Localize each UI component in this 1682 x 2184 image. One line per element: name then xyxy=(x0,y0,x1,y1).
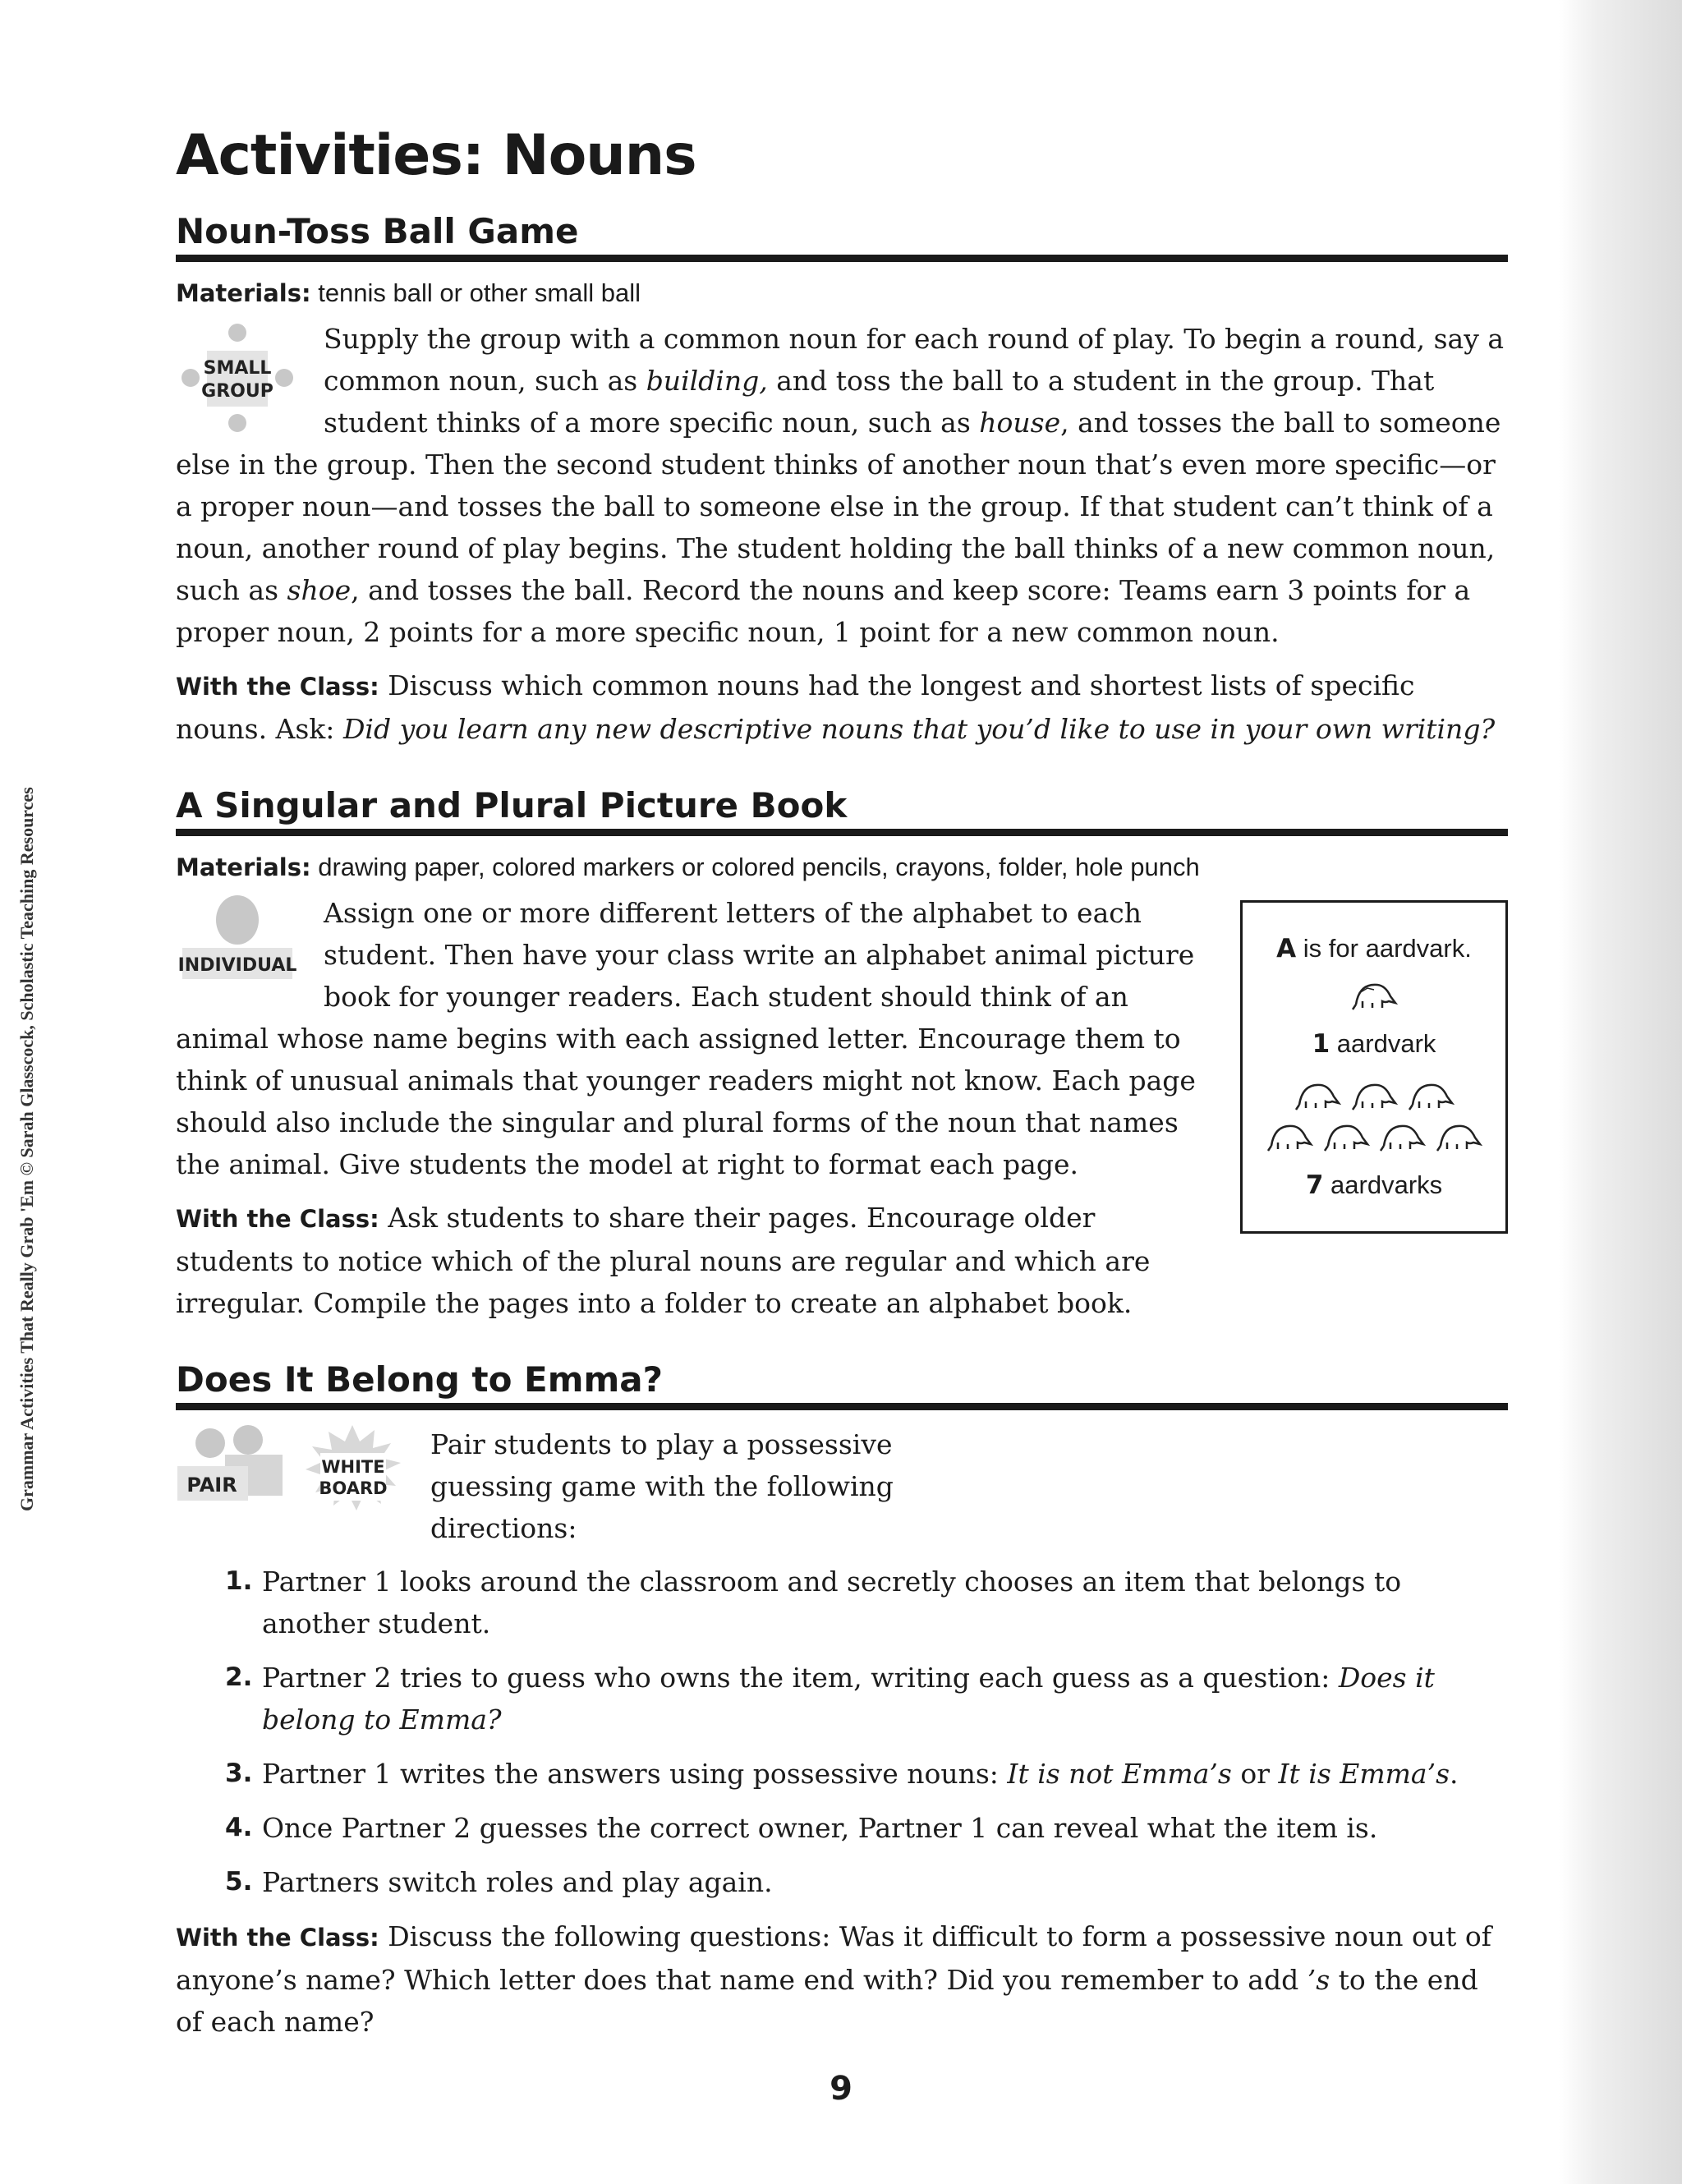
aardvark-icon xyxy=(1349,973,1399,1014)
aardvark-icon xyxy=(1377,1115,1427,1156)
materials xyxy=(176,275,1508,311)
with-the-class: With the Class: Discuss the following questions: Was it difficult to form a possessive noun out of anyone’s name? Which letter does that name end with? Did you remember to add ’s to the end of each name? xyxy=(176,1920,1491,2038)
list-item: 5. Partners switch roles and play again. xyxy=(225,1866,773,1898)
intro-paragraph: Pair students to play a possessive guessing game with the following directions: xyxy=(430,1428,894,1544)
pair-icon xyxy=(176,1423,291,1506)
aardvark-icon xyxy=(1321,1115,1371,1156)
pair-label: PAIR xyxy=(186,1474,237,1497)
whiteboard-icon xyxy=(299,1423,414,1514)
paragraph: Supply the group with a common noun for each round of play. To begin a round, say a common noun, such as building, and toss the ball to a student in the group. That student thinks of a more specific noun, such as house, and tosses the ball to someone else in the group. Then the second student thinks of another noun that’s even more specific—or a proper noun—and tosses the ball to someone else in the group. If that student can’t think of a noun, another round of play begins. The student holding the ball thinks of a new common noun, such as shoe, and tosses the ball. Record the nouns and keep score: Teams earn 3 points for a proper noun, 2 points for a more specific noun, 1 point for a new common noun. xyxy=(176,323,1505,648)
side-credit: Grammar Activities That Really Grab 'Em © Sarah Glasscock, Scholastic Teaching Resources xyxy=(16,787,37,1511)
small-group-icon xyxy=(176,318,307,441)
example-page xyxy=(1240,900,1508,1234)
whiteboard-label-2: BOARD xyxy=(319,1478,388,1498)
materials-label: Materials: xyxy=(176,279,311,307)
page-edge-shadow xyxy=(1559,0,1682,2184)
steps-list xyxy=(176,1561,1508,1903)
materials xyxy=(176,849,1508,885)
list-item: 3. Partner 1 writes the answers using possessive nouns: It is not Emma’s or It is Emma’s. xyxy=(225,1758,1459,1790)
aardvark-icon xyxy=(1265,1115,1314,1156)
page-number: 9 xyxy=(830,2070,852,2108)
materials-label: Materials: xyxy=(176,853,311,881)
aardvark-icon xyxy=(1406,1074,1455,1115)
list-item: 2. Partner 2 tries to guess who owns the item, writing each guess as a question: Does it belong to Emma? xyxy=(225,1662,1435,1736)
small-group-label-1: SMALL xyxy=(203,358,272,379)
example-plural: 7 aardvarks xyxy=(1305,1170,1443,1200)
materials-text: drawing paper, colored markers or colored pencils, crayons, folder, hole punch xyxy=(318,853,1200,881)
with-the-class: With the Class: Ask students to share their pages. Encourage older students to notice which of the plural nouns are regular and which are irregular. Compile the pages into a folder to create an alphabet book. xyxy=(176,1202,1151,1319)
section-heading: A Singular and Plural Picture Book xyxy=(176,783,1508,836)
content xyxy=(176,123,1508,2043)
section-heading: Noun-Toss Ball Game xyxy=(176,209,1508,262)
section-belong-to-emma xyxy=(176,1357,1508,2043)
whiteboard-label-1: WHITE xyxy=(321,1457,385,1477)
aardvark-icon xyxy=(1349,1074,1399,1115)
paragraph: Assign one or more different letters of the alphabet to each student. Then have your class write an alphabet animal picture book for younger readers. Each student should think of an animal whose name begins with each assigned letter. Encourage them to think of unusual animals that younger readers might not know. Each page should also include the singular and plural forms of the noun that names the animal. Give students the model at right to format each page. xyxy=(176,897,1196,1180)
section-heading: Does It Belong to Emma? xyxy=(176,1357,1508,1410)
example-singular: 1 aardvark xyxy=(1312,1029,1436,1059)
example-title: A is for aardvark. xyxy=(1276,934,1472,963)
list-item: 1. Partner 1 looks around the classroom and secretly chooses an item that belongs to another student. xyxy=(225,1566,1402,1639)
aardvark-group xyxy=(1243,1074,1505,1156)
aardvark-icon xyxy=(1434,1115,1483,1156)
individual-icon xyxy=(176,892,307,982)
page-title: Activities: Nouns xyxy=(176,123,696,188)
with-the-class: With the Class: Discuss which common nouns had the longest and shortest lists of specific nouns. Ask: Did you learn any new descriptive nouns that you’d like to use in your own writing? xyxy=(176,669,1496,745)
individual-label: INDIVIDUAL xyxy=(177,955,297,976)
list-item: 4. Once Partner 2 guesses the correct owner, Partner 1 can reveal what the item is. xyxy=(225,1812,1378,1844)
aardvark-icon xyxy=(1293,1074,1342,1115)
materials-text: tennis ball or other small ball xyxy=(318,278,641,307)
section-noun-toss xyxy=(176,209,1508,750)
small-group-label-2: GROUP xyxy=(201,381,273,402)
section-picture-book xyxy=(176,783,1508,1324)
